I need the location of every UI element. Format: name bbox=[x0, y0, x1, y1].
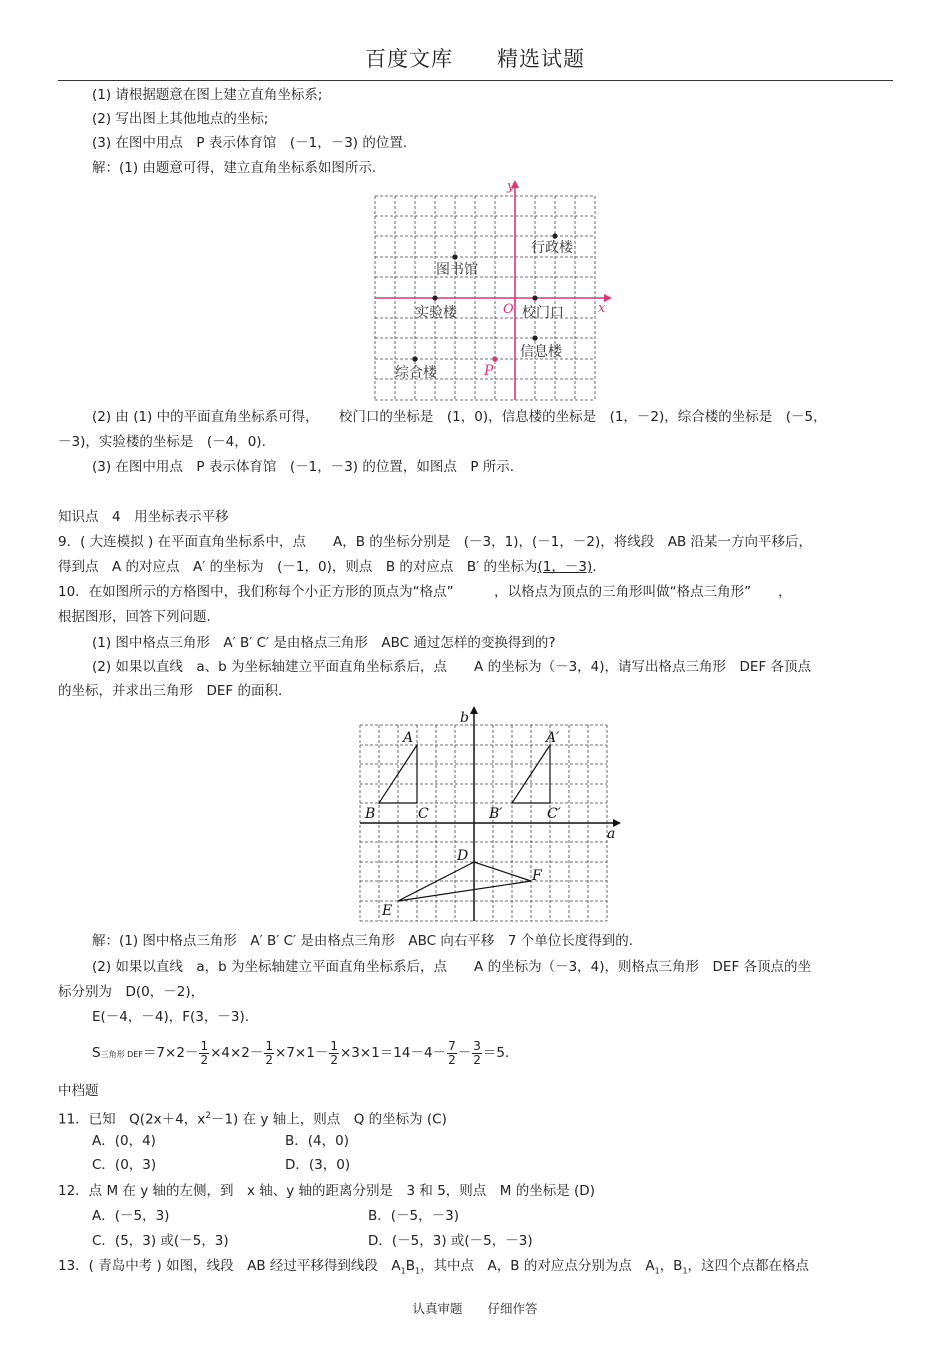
q12-option-a: A．(－5，3) bbox=[92, 1208, 170, 1224]
area-part-2: ×4×2－ bbox=[210, 1045, 264, 1061]
lattice-triangle-figure bbox=[355, 705, 630, 925]
q13-sub-1: 1 bbox=[400, 1266, 406, 1276]
label-point-d: D bbox=[457, 848, 469, 864]
triangle-def bbox=[398, 862, 531, 901]
q12-option-b: B．(－5，－3) bbox=[368, 1208, 459, 1224]
label-point-a-prime: A′ bbox=[546, 730, 560, 746]
q11-option-b: B．(4，0) bbox=[285, 1133, 349, 1149]
q10-solution-2-line2: 标分别为 D(0，－2)， bbox=[58, 984, 205, 1000]
q13-sub-2: 1 bbox=[414, 1266, 421, 1276]
x-axis-label: x bbox=[598, 301, 606, 316]
label-gym-p: P bbox=[484, 363, 494, 379]
q10-line1: 10．在如图所示的方格图中，我们称每个小正方形的顶点为“格点” ，以格点为顶点的三角形叫做“格点三角形” ， bbox=[58, 584, 792, 600]
section-4-heading: 知识点 4 用坐标表示平移 bbox=[58, 509, 229, 525]
q10-solution-2-line1: (2) 如果以直线 a，b 为坐标轴建立平面直角坐标系后，点 A 的坐标为（－3，4)，则格点三角形 DEF 各顶点的坐 bbox=[92, 959, 811, 975]
fraction-denominator: 2 bbox=[448, 1052, 456, 1067]
label-school-gate: 校门口 bbox=[522, 305, 564, 321]
label-point-c-prime: C′ bbox=[547, 806, 561, 822]
campus-coordinate-figure bbox=[360, 176, 620, 402]
q9-line2-end: . bbox=[592, 559, 597, 575]
point-gym-p bbox=[492, 356, 497, 361]
label-point-c: C bbox=[418, 806, 429, 822]
q13-line1 bbox=[58, 1256, 809, 1282]
q8-solution-2-line2: －3)，实验楼的坐标是 (－4，0). bbox=[58, 434, 266, 450]
area-part-4: ×3×1＝14－4－ bbox=[339, 1045, 447, 1061]
fraction-denominator: 2 bbox=[330, 1052, 338, 1067]
page-footer: 认真审题 仔细作答 bbox=[412, 1301, 538, 1316]
q13-sub-4: 1 bbox=[682, 1266, 688, 1276]
fraction-half-1 bbox=[199, 1040, 209, 1067]
label-point-a: A bbox=[403, 730, 414, 746]
q9-line2 bbox=[58, 557, 597, 577]
fraction-numerator: 1 bbox=[330, 1038, 338, 1053]
point-complex-building bbox=[412, 356, 417, 361]
fraction-numerator: 1 bbox=[265, 1038, 274, 1053]
q9-line2-text: 得到点 A 的对应点 A′ 的坐标为 (－1，0)，则点 B 的对应点 B′ 的坐标为 bbox=[58, 559, 538, 575]
label-point-b-prime: B′ bbox=[489, 806, 503, 822]
q12-option-c: C．(5，3) 或(－5，3) bbox=[92, 1233, 229, 1249]
label-library: 图书馆 bbox=[436, 262, 478, 278]
fraction-three-halves bbox=[472, 1040, 482, 1067]
q13-text-4: ，这四个点都在格点 bbox=[687, 1258, 810, 1274]
q11-option-d: D．(3，0) bbox=[285, 1157, 351, 1173]
q13-text-2: ，其中点 A，B 的对应点分别为点 A bbox=[420, 1258, 655, 1274]
q11-stem bbox=[58, 1106, 447, 1130]
fraction-numerator: 1 bbox=[200, 1038, 209, 1053]
q13-text-1: 13．( 青岛中考 ) 如图，线段 AB 经过平移得到线段 A bbox=[58, 1258, 401, 1274]
q8-solution-3: (3) 在图中用点 P 表示体育馆 (－1，－3) 的位置，如图点 P 所示. bbox=[92, 459, 515, 475]
q12-stem: 12．点 M 在 y 轴的左侧，到 x 轴、y 轴的距离分别是 3 和 5，则点 M 的坐标是 (D) bbox=[58, 1183, 595, 1199]
area-part-5: － bbox=[457, 1045, 472, 1061]
label-lab-building: 实验楼 bbox=[415, 305, 457, 321]
a-axis-label: a bbox=[607, 826, 616, 842]
b-axis-arrow bbox=[470, 706, 478, 714]
label-point-b: B bbox=[365, 806, 376, 822]
area-part-1: ＝7×2－ bbox=[142, 1045, 199, 1061]
q10-area-formula bbox=[92, 1038, 509, 1070]
area-symbol: S bbox=[92, 1045, 101, 1061]
q8-sub1: (1) 请根据题意在图上建立直角坐标系; bbox=[92, 87, 323, 103]
area-subscript: 三角形 DEF bbox=[100, 1050, 143, 1059]
fraction-half-2 bbox=[264, 1040, 274, 1067]
q10-sub1: (1) 图中格点三角形 A′ B′ C′ 是由格点三角形 ABC 通过怎样的变换得到的? bbox=[92, 635, 556, 651]
q10-sub2-line2: 的坐标，并求出三角形 DEF 的面积. bbox=[58, 683, 283, 699]
label-point-f: F bbox=[532, 868, 542, 884]
header-divider bbox=[58, 80, 893, 81]
label-admin-building: 行政楼 bbox=[531, 240, 573, 256]
triangle-a1b1c1 bbox=[512, 745, 550, 803]
q9-answer: (1，－3) bbox=[537, 559, 593, 575]
q12-option-d: D．(－5，3) 或(－5，－3) bbox=[368, 1233, 533, 1249]
fraction-denominator: 2 bbox=[200, 1052, 209, 1067]
section-mid-heading: 中档题 bbox=[58, 1083, 99, 1099]
triangle-abc bbox=[379, 745, 417, 803]
q10-solution-1: 解：(1) 图中格点三角形 A′ B′ C′ 是由格点三角形 ABC 向右平移 7 个单位长度得到的. bbox=[92, 933, 634, 949]
q9-line1: 9．( 大连模拟 ) 在平面直角坐标系中，点 A，B 的坐标分别是 (－3，1)，(－1，－2)，将线段 AB 沿某一方向平移后， bbox=[58, 534, 812, 550]
point-school-gate bbox=[532, 295, 537, 300]
q13-text-b: B bbox=[405, 1258, 415, 1274]
q10-sub2-line1: (2) 如果以直线 a、b 为坐标轴建立平面直角坐标系后，点 A 的坐标为（－3，4)，请写出格点三角形 DEF 各顶点 bbox=[92, 659, 811, 675]
b-axis-label: b bbox=[460, 710, 469, 726]
point-library bbox=[452, 254, 457, 259]
y-axis-label: y bbox=[507, 179, 515, 194]
point-info-building bbox=[532, 335, 537, 340]
fraction-numerator: 3 bbox=[473, 1038, 481, 1053]
q13-sub-3: 1 bbox=[654, 1266, 660, 1276]
q11-option-a: A．(0，4) bbox=[92, 1133, 156, 1149]
q8-solution-2-line1: (2) 由 (1) 中的平面直角坐标系可得， 校门口的坐标是 (1，0)，信息楼的坐标是 (1，－2)，综合楼的坐标是 (－5， bbox=[92, 409, 827, 425]
fraction-denominator: 2 bbox=[265, 1052, 274, 1067]
point-admin-building bbox=[552, 233, 557, 238]
label-complex-building: 综合楼 bbox=[395, 365, 437, 381]
q8-solution-1: 解：(1) 由题意可得，建立直角坐标系如图所示. bbox=[92, 160, 377, 176]
q11-stem-end: －1) 在 y 轴上，则点 Q 的坐标为 (C) bbox=[210, 1111, 447, 1128]
q11-option-c: C．(0，3) bbox=[92, 1157, 157, 1173]
fraction-numerator: 7 bbox=[448, 1038, 456, 1053]
fraction-half-3 bbox=[329, 1040, 339, 1067]
q8-sub2: (2) 写出图上其他地点的坐标; bbox=[92, 111, 269, 127]
q11-stem-start: 11．已知 Q(2x＋4，x bbox=[58, 1111, 206, 1128]
q10-line2: 根据图形，回答下列问题. bbox=[58, 609, 211, 625]
q10-solution-2-line3: E(－4，－4)，F(3，－3). bbox=[92, 1009, 250, 1025]
q11-exponent: 2 bbox=[205, 1111, 211, 1121]
label-info-building: 信息楼 bbox=[520, 344, 562, 360]
origin-label: O bbox=[503, 302, 514, 317]
page-header-title: 百度文库 精选试题 bbox=[365, 47, 585, 71]
q13-text-3: ，B bbox=[659, 1258, 683, 1274]
label-point-e: E bbox=[382, 903, 393, 919]
area-part-6: ＝5. bbox=[482, 1045, 510, 1061]
area-part-3: ×7×1－ bbox=[275, 1045, 329, 1061]
fraction-seven-halves bbox=[447, 1040, 457, 1067]
point-lab-building bbox=[432, 295, 437, 300]
q8-sub3: (3) 在图中用点 P 表示体育馆 (－1，－3) 的位置. bbox=[92, 135, 408, 151]
fraction-denominator: 2 bbox=[473, 1052, 481, 1067]
